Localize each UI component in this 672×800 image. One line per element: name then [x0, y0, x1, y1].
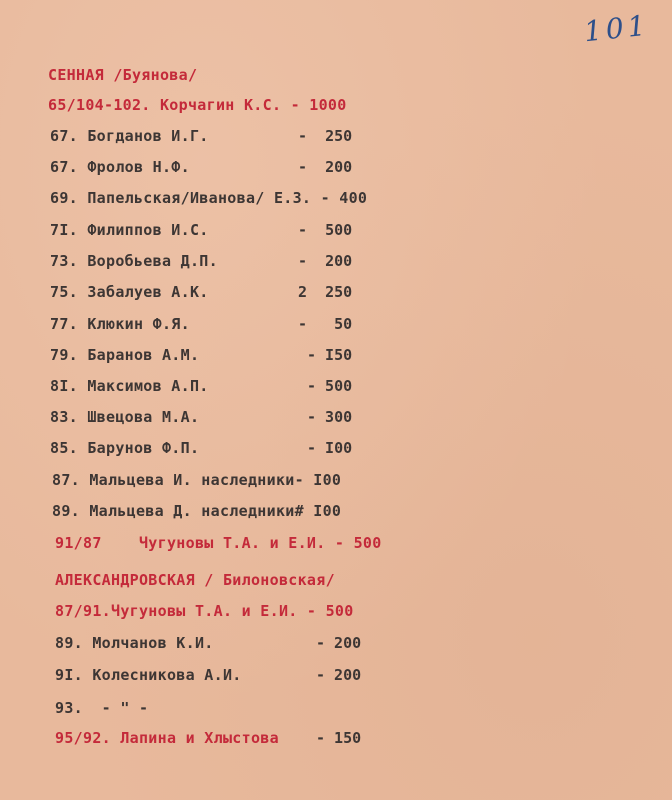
- entry-line: 8I. Максимов А.П.: [50, 377, 209, 395]
- section-heading-sennaya: СЕННАЯ /Буянова/: [48, 66, 198, 84]
- entry-line: 7I. Филиппов И.С.: [50, 221, 209, 239]
- entry-amount: 2 250: [298, 283, 353, 301]
- entry-amount: - 200: [316, 666, 362, 684]
- entry-line: 89. Мальцева Д. наследники# I00: [52, 502, 342, 520]
- entry-amount: - 200: [298, 252, 353, 270]
- entry-line: 77. Клюкин Ф.Я.: [50, 315, 190, 333]
- entry-line: 85. Барунов Ф.П.: [50, 439, 200, 457]
- entry-line: 69. Папельская/Иванова/ Е.З. - 400: [50, 189, 368, 207]
- entry-line: 9I. Колесникова А.И.: [55, 666, 242, 684]
- entry-amount: - 200: [316, 634, 362, 652]
- entry-amount: - I00: [307, 439, 353, 457]
- entry-amount: - 300: [307, 408, 353, 426]
- entry-line: 93. - " -: [55, 699, 149, 717]
- entry-amount: - I50: [307, 346, 353, 364]
- entry-line: 87/91.Чугуновы Т.А. и Е.И. - 500: [55, 602, 354, 620]
- entry-line: 73. Воробьева Д.П.: [50, 252, 218, 270]
- entry-amount: - 200: [298, 158, 353, 176]
- entry-amount: - 150: [316, 729, 362, 747]
- entry-line: 91/87 Чугуновы Т.А. и Е.И. - 500: [55, 534, 382, 552]
- entry-line: 75. Забалуев А.К.: [50, 283, 209, 301]
- entry-amount: - 50: [298, 315, 353, 333]
- entry-line: 89. Молчанов К.И.: [55, 634, 214, 652]
- entry-amount: - 250: [298, 127, 353, 145]
- entry-line: 95/92. Лапина и Хлыстова: [55, 729, 279, 747]
- entry-amount: - 500: [298, 221, 353, 239]
- entry-line: 83. Швецова М.А.: [50, 408, 200, 426]
- page-number: 101: [582, 8, 651, 49]
- entry-line: 65/104-102. Корчагин К.С. - 1000: [48, 96, 347, 114]
- entry-amount: - 500: [307, 377, 353, 395]
- entry-line: 67. Фролов Н.Ф.: [50, 158, 190, 176]
- entry-line: 67. Богданов И.Г.: [50, 127, 209, 145]
- entry-line: 87. Мальцева И. наследники- I00: [52, 471, 342, 489]
- entry-line: 79. Баранов А.М.: [50, 346, 200, 364]
- section-heading-aleksandrovskaya: АЛЕКСАНДРОВСКАЯ / Билоновская/: [55, 571, 335, 589]
